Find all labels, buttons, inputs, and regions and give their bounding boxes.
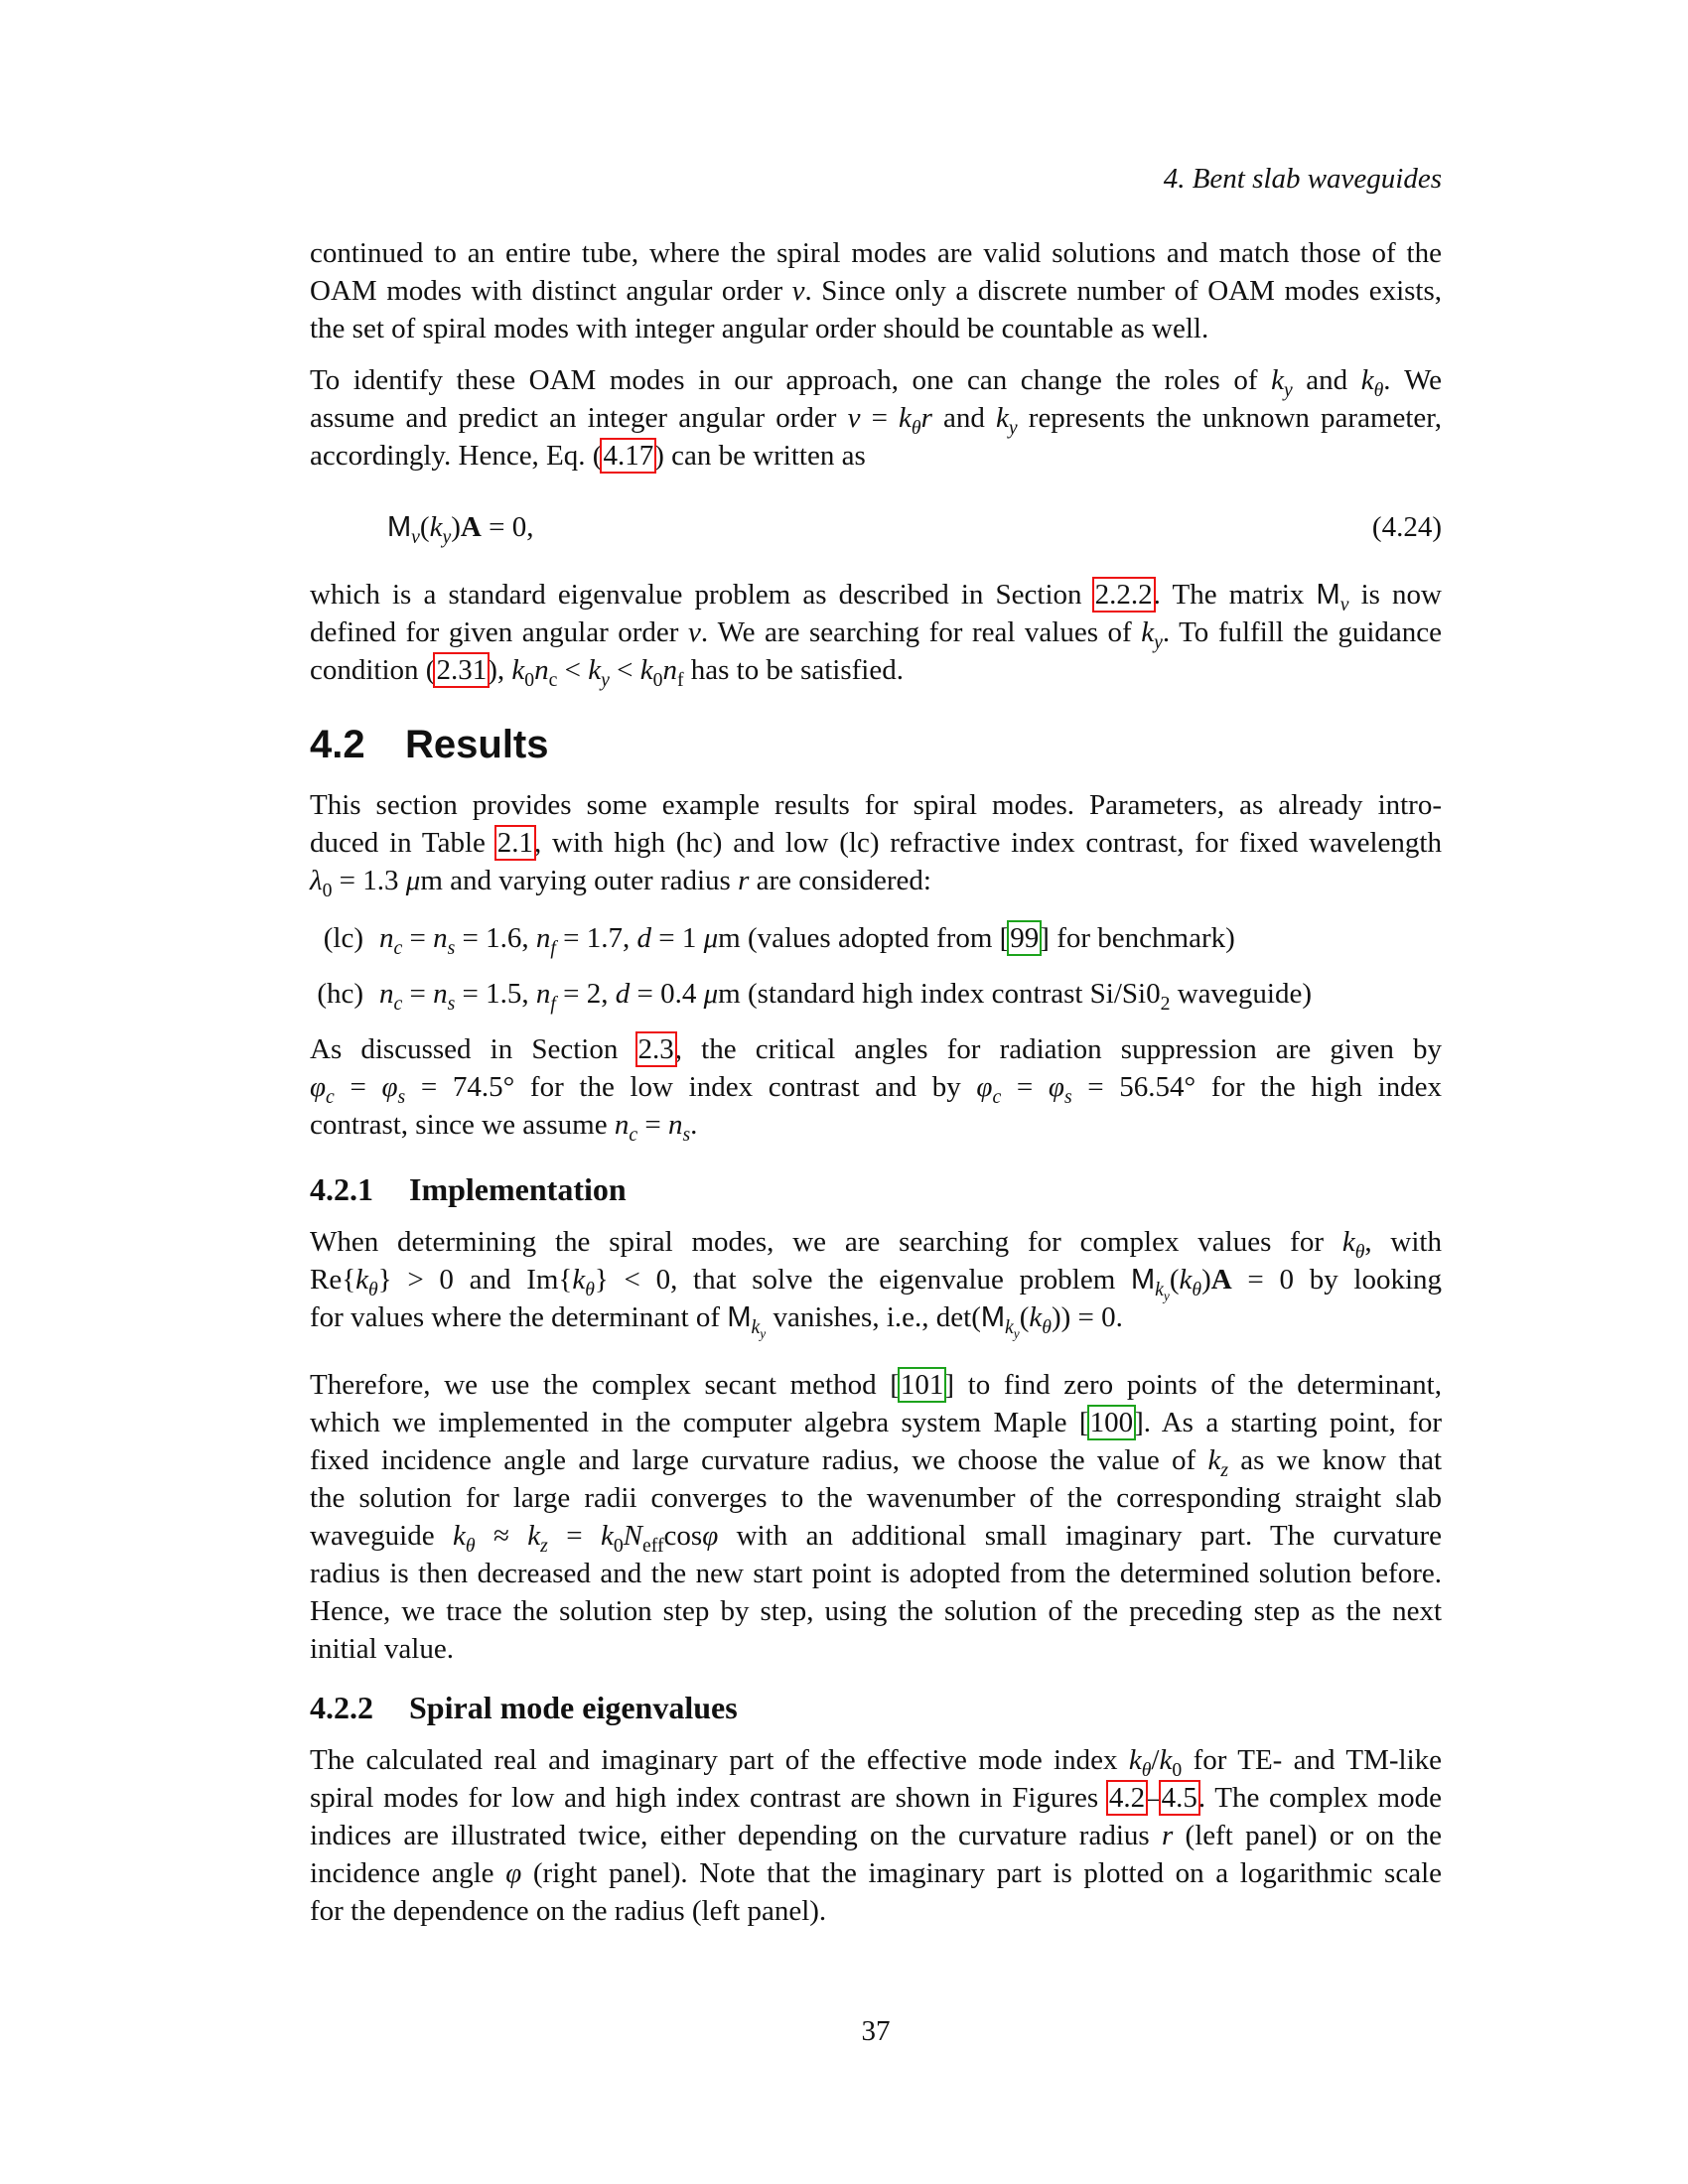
citation-99[interactable]: 99 [1010, 922, 1040, 954]
citation-101[interactable]: 101 [900, 1369, 944, 1401]
paragraph-eigenvalue-problem: which is a standard eigenvalue problem as described in Section 2.2.2. The matrix $M_\nu$ is now defined for given angular order ν. We are searching for real values of $k_y$. To fulfill the guidance condition (2.31), $k_0n_c < k_y < k_0n_f$ has to be satisfied. [310, 579, 1443, 691]
paragraph-calculated-results: The calculated real and imaginary part of the effective mode index $k_\theta/k_0$ for TE- and TM-like spiral modes for low and high index contrast are shown in Figures 4.2–4.5. The complex mode indices are illustrated twice, either depending on the curvature radius r (left panel) or on the incidence angle φ (right panel). Note that the imaginary part is plotted on a logarithmic scale for the dependence on the radius (left panel). [310, 1744, 1443, 1927]
paragraph-oam-intro: continued to an entire tube, where the spiral modes are valid solutions and match those of the OAM modes with distinct angular order ν. Since only a discrete number of OAM modes exists, the set of spiral modes with integer angular order should be countable as well. [310, 237, 1442, 344]
paragraph-critical-angles: As discussed in Section 2.3, the critical angles for radiation suppression are given by $\varphi_c = \varphi_s = 74.5^\circ$ for the low index contrast and by $\varphi_c = \varphi_s = 56.54^\circ$ for the high index contrast, since we assume $n_c = n_s$. [310, 1033, 1443, 1146]
running-head: 4. Bent slab waveguides [1163, 163, 1442, 195]
paragraph-results-intro: This section provides some example results for spiral modes. Parameters, as already intro- duced in Table 2.1, with high (hc) and low (lc) refractive index contrast, for fixed wavelength $\lambda_0 = 1.3$ μm and varying outer radius r are considered: [310, 789, 1442, 901]
paragraph-identify-oam: To identify these OAM modes in our approach, one can change the roles of $k_y$ and $k_\theta$. We assume and predict an integer angular order $\nu = k_\theta r$ and $k_y$ represents the unknown parameter, accordingly. Hence, Eq. (4.17) can be written as [310, 364, 1443, 472]
list-item-hc: (hc) $n_c = n_s = 1.5$, $n_f = 2$, d = 0.4 μm (standard high index contrast $Si/Si0_2$ waveguide) [317, 978, 1312, 1015]
paragraph-determining-modes: When determining the spiral modes, we are searching for complex values for $k_\theta$, with $Re\{k_\theta\} > 0$ and $Im\{k_\theta\} < 0$, that solve the eigenvalue problem $M_{k_y}(k_\theta)A = 0$ by looking for values where the determinant of $M_{k_y}$ vanishes, i.e., $\det(M_{k_y}(k_\theta)) = 0$. [310, 1226, 1443, 1341]
equation-ref-2-31[interactable]: 2.31 [436, 654, 488, 686]
citation-100[interactable]: 100 [1089, 1407, 1134, 1438]
subsection-heading-implementation: 4.2.1 Implementation [310, 1171, 627, 1207]
figure-ref-4-2[interactable]: 4.2 [1108, 1782, 1146, 1814]
equation-ref-4-17[interactable]: 4.17 [603, 440, 654, 472]
figure-ref-4-5[interactable]: 4.5 [1161, 1782, 1197, 1814]
subsection-heading-spiral-mode-eigenvalues: 4.2.2 Spiral mode eigenvalues [310, 1690, 738, 1725]
page-number: 37 [861, 2015, 891, 2047]
list-item-lc: (lc) $n_c = n_s = 1.6$, $n_f = 1.7$, d = 1 μm (values adopted from [99] for benchmark) [323, 922, 1235, 959]
paragraph-secant-method: Therefore, we use the complex secant method [101] to find zero points of the determinant, which we implemented in the computer algebra system Maple [100]. As a starting point, for fixed incidence angle and large curvature radius, we choose the value of $k_z$ as we know that the solution for large radii converges to the wavenumber of the corresponding straight slab waveguide $k_\theta \approx k_z = k_0N_{eff}\cos\varphi$ with an additional small imaginary part. The curvature radius is then decreased and the new start point is adopted from the determined solution before. Hence, we trace the solution step by step, using the solution of the preceding step as the next initial value. [310, 1369, 1443, 1665]
table-ref-2-1[interactable]: 2.1 [496, 827, 533, 859]
equation-number: (4.24) [1371, 511, 1442, 543]
section-ref-2-3[interactable]: 2.3 [637, 1033, 674, 1065]
section-heading-results: 4.2 Results [310, 723, 549, 766]
section-ref-2-2-2[interactable]: 2.2.2 [1094, 579, 1153, 611]
